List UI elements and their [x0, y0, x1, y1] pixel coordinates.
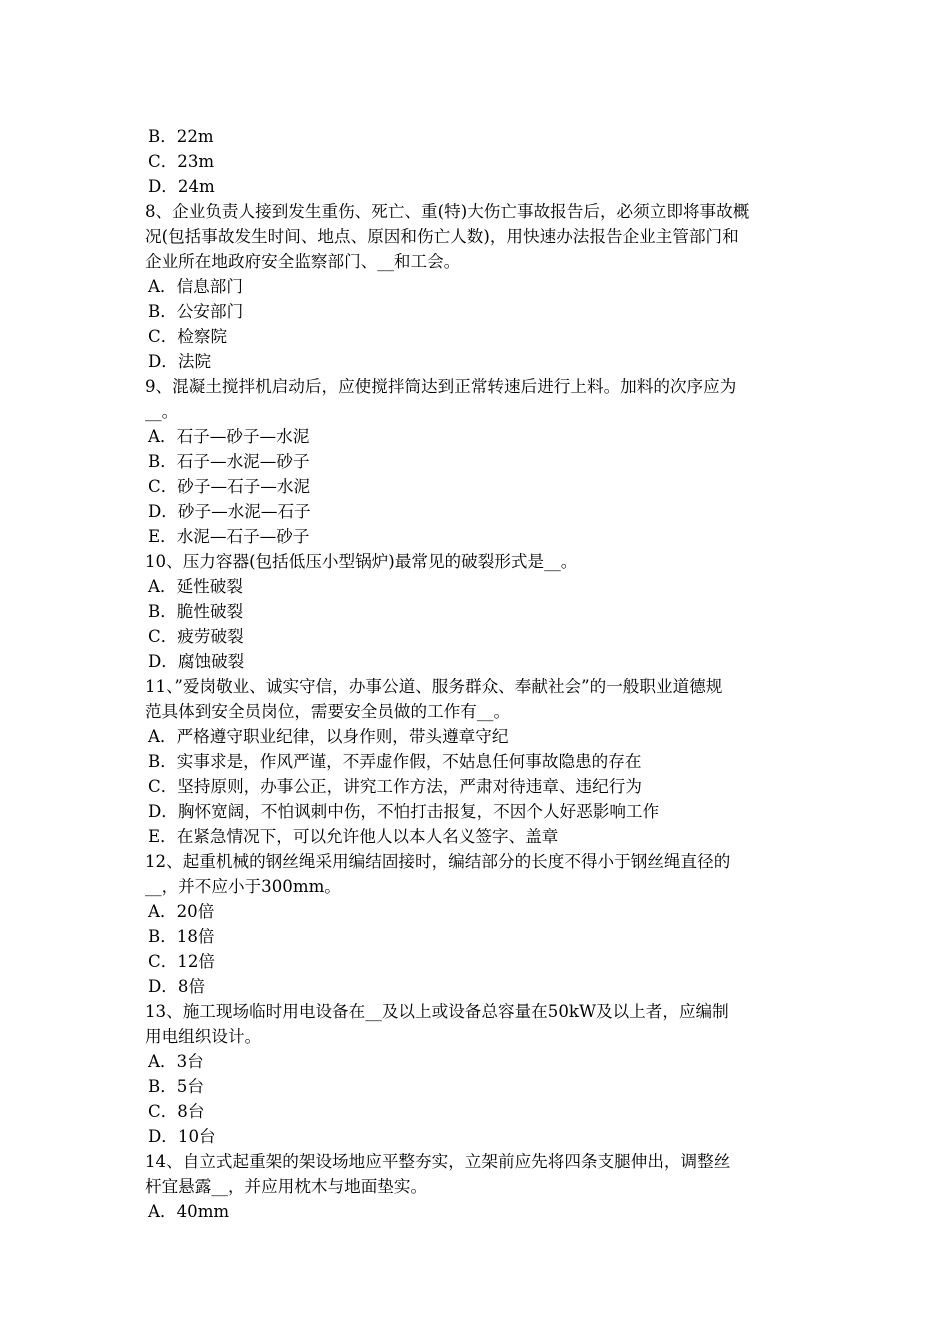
option-line: E．水泥—石子—砂子: [148, 527, 310, 546]
option-line: B．公安部门: [148, 302, 244, 321]
question-line: 用电组织设计。: [145, 1027, 262, 1046]
option-line: D．腐蚀破裂: [148, 652, 245, 671]
option-line: D．24m: [148, 177, 215, 196]
option-line: A．20倍: [148, 902, 215, 921]
option-line: D．8倍: [148, 977, 206, 996]
option-line: C．8台: [148, 1102, 205, 1121]
option-line: D．胸怀宽阔，不怕讽刺中伤，不怕打击报复，不因个人好恶影响工作: [148, 802, 660, 821]
question-line: 9、混凝土搅拌机启动后，应使搅拌筒达到正常转速后进行上料。加料的次序应为: [145, 377, 737, 396]
option-line: D．10台: [148, 1127, 216, 1146]
option-line: C．砂子—石子—水泥: [148, 477, 311, 496]
question-line: 8、企业负责人接到发生重伤、死亡、重(特)大伤亡事故报告后，必须立即将事故概: [145, 202, 750, 221]
option-line: C．疲劳破裂: [148, 627, 244, 646]
option-line: A．延性破裂: [148, 577, 243, 596]
option-line: B．石子—水泥—砂子: [148, 452, 310, 471]
option-line: A．石子—砂子—水泥: [148, 427, 310, 446]
option-line: A．严格遵守职业纪律，以身作则，带头遵章守纪: [148, 727, 509, 746]
question-line: 13、施工现场临时用电设备在__及以上或设备总容量在50kW及以上者，应编制: [145, 1002, 729, 1021]
option-line: A．3台: [148, 1052, 204, 1071]
option-line: B．22m: [148, 127, 214, 146]
question-line: 企业所在地政府安全监察部门、__和工会。: [145, 252, 461, 271]
option-line: C．检察院: [148, 327, 228, 346]
option-line: A．40mm: [148, 1202, 230, 1221]
option-line: D．砂子—水泥—石子: [148, 502, 311, 521]
document-page: [145, 124, 810, 1224]
question-line: 14、自立式起重架的架设场地应平整夯实，立架前应先将四条支腿伸出，调整丝: [145, 1152, 731, 1171]
option-line: C．23m: [148, 152, 215, 171]
question-line: __，并不应小于300mm。: [145, 877, 341, 896]
question-line: 范具体到安全员岗位，需要安全员做的工作有__。: [145, 702, 511, 721]
question-line: 杆宜悬露__，并应用枕木与地面垫实。: [145, 1177, 428, 1196]
option-line: C．坚持原则，办事公正，讲究工作方法，严肃对待违章、违纪行为: [148, 777, 642, 796]
option-line: D．法院: [148, 352, 212, 371]
question-line: 10、压力容器(包括低压小型锅炉)最常见的破裂形式是__。: [145, 552, 578, 571]
question-line: 况(包括事故发生时间、地点、原因和伤亡人数)，用快速办法报告企业主管部门和: [145, 227, 739, 246]
question-line: 11、”爱岗敬业、诚实守信，办事公道、服务群众、奉献社会”的一般职业道德规: [145, 677, 723, 696]
option-line: A．信息部门: [148, 277, 243, 296]
option-line: E．在紧急情况下，可以允许他人以本人名义签字、盖章: [148, 827, 559, 846]
option-line: B．脆性破裂: [148, 602, 244, 621]
option-line: C．12倍: [148, 952, 215, 971]
question-line: 12、起重机械的钢丝绳采用编结固接时，编结部分的长度不得小于钢丝绳直径的: [145, 852, 731, 871]
option-line: B．5台: [148, 1077, 204, 1096]
option-line: B．18倍: [148, 927, 215, 946]
question-line: __。: [145, 402, 179, 421]
option-line: B．实事求是，作风严谨，不弄虚作假，不姑息任何事故隐患的存在: [148, 752, 642, 771]
